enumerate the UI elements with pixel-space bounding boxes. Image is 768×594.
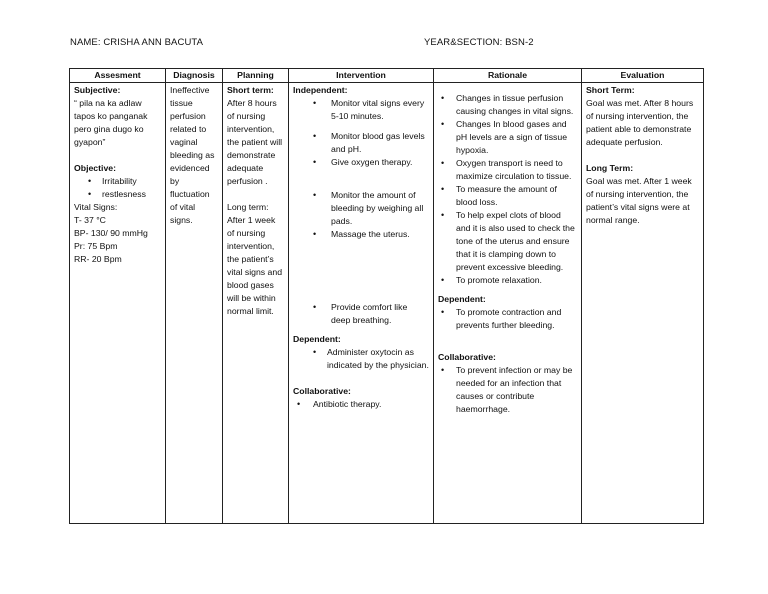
planning-cell	[223, 83, 289, 524]
column-header-intervention: Intervention	[289, 69, 434, 83]
short-term-goal: After 8 hours of nursing intervention, the patient will demonstrate adequate perfusion .	[227, 98, 283, 186]
list-item: • Changes in tissue perfusion causing changes in vital signs.	[438, 92, 577, 118]
independent-rationales	[438, 92, 577, 287]
long-term-heading: Long term:	[227, 202, 269, 212]
list-item: • Massage the uterus.	[293, 228, 429, 241]
column-header-diagnosis: Diagnosis	[166, 69, 223, 83]
year-section: YEAR&SECTION: BSN-2	[424, 37, 534, 48]
diagnosis-text: Ineffective tissue perfusion related to vaginal bleeding as evidenced by fluctuation of vital signs.	[170, 85, 215, 225]
long-term-heading: Long Term:	[586, 163, 634, 173]
care-plan-table	[69, 68, 704, 524]
dependent-heading: Dependent:	[293, 334, 341, 344]
independent-interventions	[293, 130, 429, 169]
list-item: • Monitor vital signs every 5-10 minutes.	[293, 97, 429, 123]
diagnosis-cell	[166, 83, 223, 524]
vital-signs-heading: Vital Signs:	[74, 202, 118, 212]
long-term-goal: After 1 week of nursing intervention, the patient’s vital signs and blood gases will be within normal limit.	[227, 215, 283, 316]
list-item: • To measure the amount of blood loss.	[438, 183, 577, 209]
short-term-evaluation: Goal was met. After 8 hours of nursing intervention, the patient able to demonstrate adequate perfusion.	[586, 98, 694, 147]
column-header-evaluation: Evaluation	[582, 69, 704, 83]
subjective-heading: Subjective:	[74, 85, 121, 95]
list-item: • Oxygen transport is need to maximize circulation to tissue.	[438, 157, 577, 183]
collaborative-interventions	[293, 398, 429, 411]
subjective-text: “ pila na ka adlaw tapos ko panganak pero gina dugo ko gyapon”	[74, 98, 148, 147]
dependent-heading: Dependent:	[438, 294, 486, 304]
evaluation-cell	[582, 83, 704, 524]
dependent-interventions	[293, 346, 429, 372]
vital-sign-blood-pressure: BP- 130/ 90 mmHg	[74, 228, 148, 238]
rationale-cell	[434, 83, 582, 524]
short-term-heading: Short Term:	[586, 85, 635, 95]
intervention-cell	[289, 83, 434, 524]
list-item: • Monitor the amount of bleeding by weighing all pads.	[293, 189, 429, 228]
independent-heading: Independent:	[293, 85, 348, 95]
column-header-planning: Planning	[223, 69, 289, 83]
list-item: • To help expel clots of blood and it is also used to check the tone of the uterus and ensure that it is clamping down to prevent excessive bleeding.	[438, 209, 577, 274]
list-item: • Give oxygen therapy.	[293, 156, 429, 169]
column-header-assessment: Assesment	[70, 69, 166, 83]
list-item: • Provide comfort like deep breathing.	[293, 301, 429, 327]
objective-item: • restlesness	[74, 188, 161, 201]
collaborative-heading: Collaborative:	[438, 352, 496, 362]
independent-interventions	[293, 301, 429, 327]
objective-list	[74, 175, 161, 201]
list-item: • To prevent infection or may be needed for an infection that causes or contribute haemorrhage.	[438, 364, 577, 416]
objective-item: • Irritability	[74, 175, 161, 188]
table-row	[70, 83, 704, 524]
student-name: NAME: CRISHA ANN BACUTA	[70, 37, 204, 48]
dependent-rationales	[438, 306, 577, 332]
collaborative-heading: Collaborative:	[293, 386, 351, 396]
vital-sign-respiratory-rate: RR- 20 Bpm	[74, 254, 122, 264]
list-item: • Monitor blood gas levels and pH.	[293, 130, 429, 156]
short-term-heading: Short term:	[227, 85, 274, 95]
assessment-cell	[70, 83, 166, 524]
collaborative-rationales	[438, 364, 577, 416]
list-item: • Antibiotic therapy.	[293, 398, 429, 411]
table-header-row	[70, 69, 704, 83]
independent-interventions	[293, 97, 429, 123]
vital-sign-temperature: T- 37 °C	[74, 215, 106, 225]
list-item: • To promote relaxation.	[438, 274, 577, 287]
objective-heading: Objective:	[74, 163, 117, 173]
vital-sign-pulse-rate: Pr: 75 Bpm	[74, 241, 118, 251]
column-header-rationale: Rationale	[434, 69, 582, 83]
list-item: • To promote contraction and prevents further bleeding.	[438, 306, 577, 332]
long-term-evaluation: Goal was met. After 1 week of nursing intervention, the patient’s vital signs were at normal range.	[586, 176, 692, 225]
independent-interventions	[293, 189, 429, 241]
list-item: • Administer oxytocin as indicated by the physician.	[293, 346, 429, 372]
list-item: • Changes In blood gases and pH levels are a sign of tissue hypoxia.	[438, 118, 577, 157]
